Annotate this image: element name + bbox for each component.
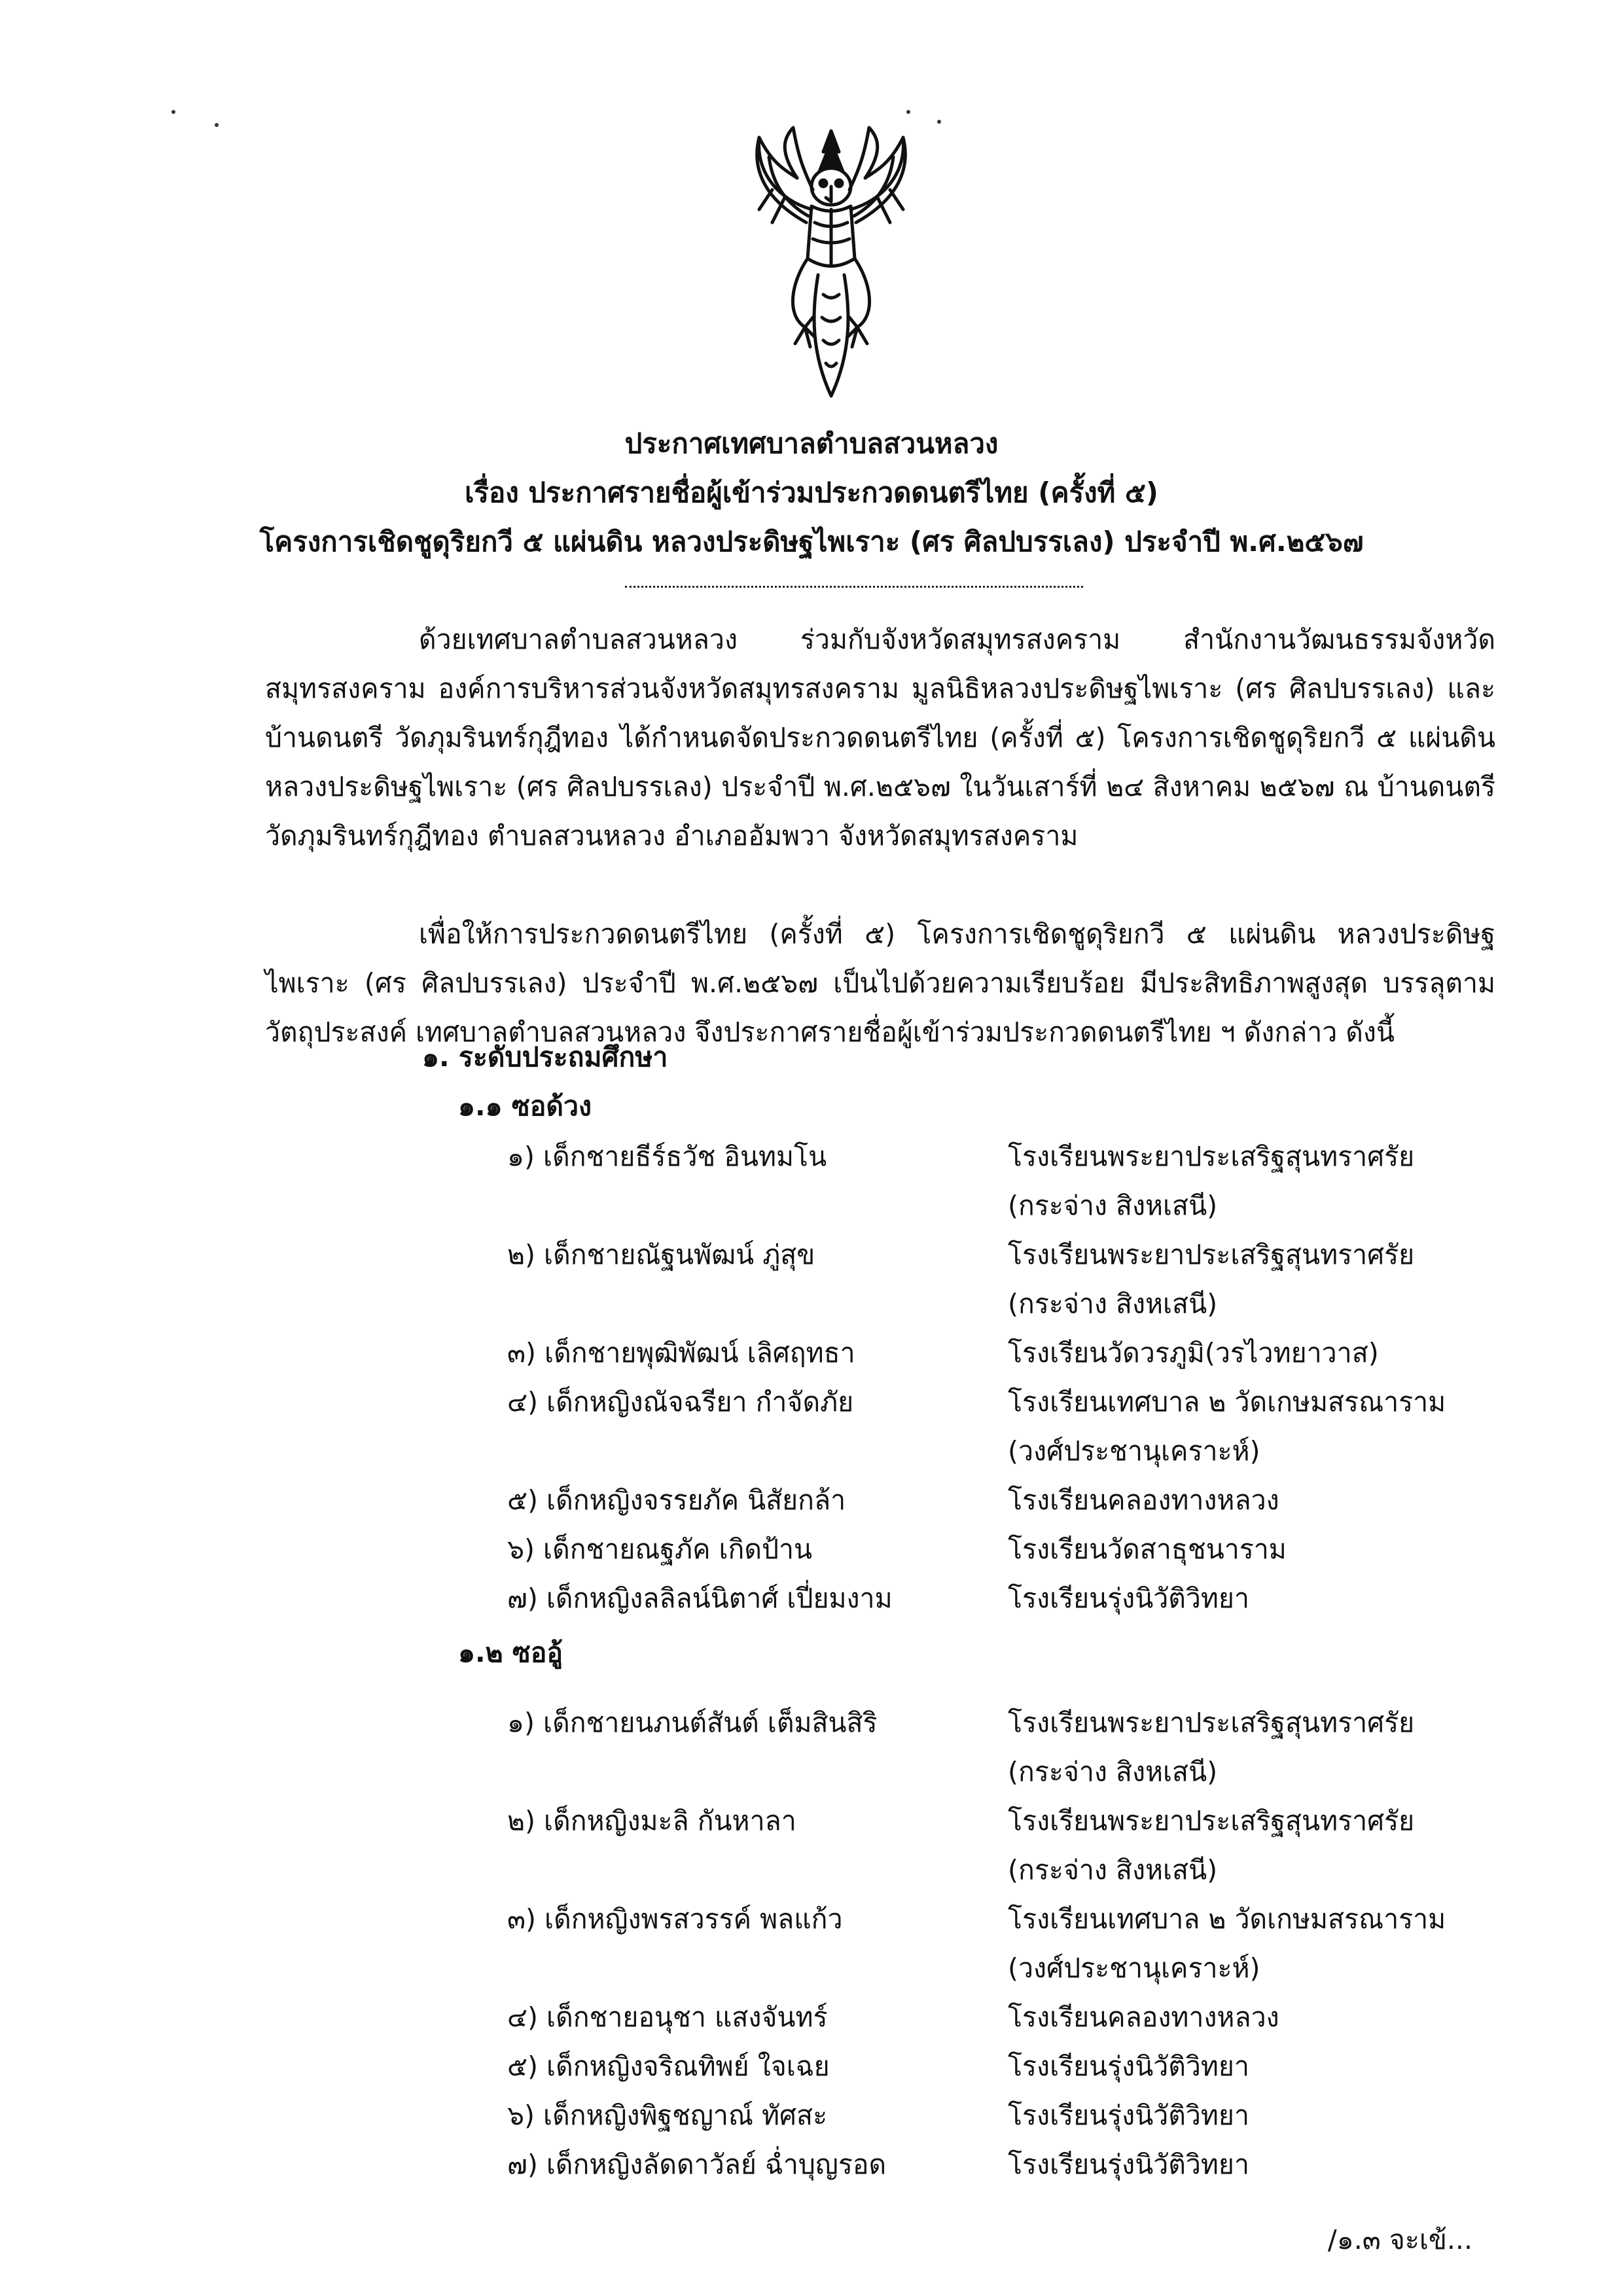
contestant-name: ๓) เด็กหญิงพรสวรรค์ พลแก้ว (507, 1903, 843, 1935)
contestant-name: ๔) เด็กหญิงณัจฉรียา กำจัดภัย (507, 1386, 854, 1418)
list-item (0, 1797, 1623, 1888)
contestant-name: ๔) เด็กชายอนุชา แสงจันทร์ (507, 2001, 828, 2033)
school-name: โรงเรียนพระยาประเสริฐสุนทราศรัย (1008, 1805, 1415, 1837)
school-name: โรงเรียนรุ่งนิวัติวิทยา (1008, 2100, 1249, 2131)
school-name-cont: (กระจ่าง สิงหเสนี) (1008, 1190, 1218, 1221)
school-name: โรงเรียนรุ่งนิวัติวิทยา (1008, 2051, 1249, 2082)
subsection-title-so-duang: ๑.๑ ซอด้วง (458, 1090, 592, 1122)
school-name: โรงเรียนเทศบาล ๒ วัดเกษมสรณาราม (1008, 1903, 1446, 1935)
section-title-primary-level: ๑. ระดับประถมศึกษา (422, 1041, 668, 1073)
school-name: โรงเรียนคลองทางหลวง (1008, 1484, 1279, 1516)
school-name: โรงเรียนวัดวรภูมิ(วรไวทยาวาส) (1008, 1337, 1379, 1369)
school-name: โรงเรียนพระยาประเสริฐสุนทราศรัย (1008, 1239, 1415, 1270)
school-name: โรงเรียนคลองทางหลวง (1008, 2001, 1279, 2033)
list-item (0, 1698, 1623, 1790)
scan-speck (215, 123, 219, 127)
school-name: โรงเรียนรุ่งนิวัติวิทยา (1008, 2149, 1249, 2180)
list-item (0, 1378, 1623, 1469)
contestant-name: ๑) เด็กชายธีร์ธวัช อินทมโน (507, 1141, 827, 1172)
purpose-paragraph: เพื่อให้การประกวดดนตรีไทย (ครั้งที่ ๕) โครงการเชิดชูดุริยกวี ๕ แผ่นดิน หลวงประดิษฐไพเราะ (ศร ศิลปบรรเลง) ประจำปี พ.ศ.๒๕๖๗ เป็นไปด้วยความเรียบร้อย มีประสิทธิภาพสูงสุด บรรลุตามวัตถุประสงค์ เทศบาลตำบลสวนหลวง จึงประกาศรายชื่อผู้เข้าร่วมประกวดดนตรีไทย ฯ ดังกล่าว ดังนี้ (265, 918, 1495, 1048)
contestant-name: ๕) เด็กหญิงจริณทิพย์ ใจเฉย (507, 2051, 830, 2082)
contestant-name: ๗) เด็กหญิงลัดดาวัลย์ ฉ่ำบุญรอด (507, 2149, 887, 2180)
contestant-name: ๕) เด็กหญิงจรรยภัค นิสัยกล้า (507, 1484, 846, 1516)
school-name-cont: (วงศ์ประชานุเคราะห์) (1008, 1435, 1260, 1467)
subsection-title-so-u: ๑.๒ ซออู้ (458, 1637, 563, 1668)
project-title: โครงการเชิดชูดุริยกวี ๕ แผ่นดิน หลวงประดิษฐไพเราะ (ศร ศิลปบรรเลง) ประจำปี พ.ศ.๒๕๖๗ (259, 526, 1364, 558)
school-name: โรงเรียนพระยาประเสริฐสุนทราศรัย (1008, 1141, 1415, 1172)
list-item (0, 1132, 1623, 1224)
list-item (0, 1574, 1623, 1666)
list-item (0, 1895, 1623, 1986)
scan-speck (937, 120, 941, 124)
list-item (0, 2140, 1623, 2232)
contestant-name: ๗) เด็กหญิงลลิลน์นิตาศ์ เปี่ยมงาม (507, 1583, 893, 1614)
announcement-title: ประกาศเทศบาลตำบลสวนหลวง (624, 427, 999, 459)
contestant-name: ๖) เด็กชายณฐภัค เกิดป้าน (507, 1534, 813, 1565)
school-name-cont: (กระจ่าง สิงหเสนี) (1008, 1756, 1218, 1787)
school-name: โรงเรียนวัดสาธุชนาราม (1008, 1534, 1287, 1565)
announcement-subject: เรื่อง ประกาศรายชื่อผู้เข้าร่วมประกวดดนตรีไทย (ครั้งที่ ๕) (465, 476, 1158, 509)
list-item (0, 1230, 1623, 1322)
school-name-cont: (กระจ่าง สิงหเสนี) (1008, 1288, 1218, 1319)
school-name-cont: (วงศ์ประชานุเคราะห์) (1008, 1952, 1260, 1984)
scan-speck (906, 110, 910, 114)
contestant-name: ๒) เด็กหญิงมะลิ กันหาลา (507, 1805, 796, 1837)
school-name-cont: (กระจ่าง สิงหเสนี) (1008, 1854, 1218, 1886)
contestant-name: ๓) เด็กชายพุฒิพัฒน์ เลิศฤทธา (507, 1337, 855, 1369)
garuda-emblem-icon (733, 118, 929, 406)
contestant-name: ๑) เด็กชายนภนต์สันต์ เต็มสินสิริ (507, 1707, 878, 1738)
school-name: โรงเรียนรุ่งนิวัติวิทยา (1008, 1583, 1249, 1614)
intro-paragraph: ด้วยเทศบาลตำบลสวนหลวง ร่วมกับจังหวัดสมุทรสงคราม สำนักงานวัฒนธรรมจังหวัดสมุทรสงคราม องค์การบริหารส่วนจังหวัดสมุทรสงคราม มูลนิธิหลวงประดิษฐไพเราะ (ศร ศิลปบรรเลง) และบ้านดนตรี วัดภุมรินทร์กุฎีทอง ได้กำหนดจัดประกวดดนตรีไทย (ครั้งที่ ๕) โครงการเชิดชูดุริยกวี ๕ แผ่นดิน หลวงประดิษฐไพเราะ (ศร ศิลปบรรเลง) ประจำปี พ.ศ.๒๕๖๗ ในวันเสาร์ที่ ๒๔ สิงหาคม ๒๕๖๗ ณ บ้านดนตรี วัดภุมรินทร์กุฎีทอง ตำบลสวนหลวง อำเภออัมพวา จังหวัดสมุทรสงคราม (265, 624, 1495, 852)
dotted-separator (625, 586, 1083, 588)
contestant-name: ๖) เด็กหญิงพิฐชญาณ์ ทัศสะ (507, 2100, 828, 2131)
contestant-name: ๒) เด็กชายณัฐนพัฒน์ ภู่สุข (507, 1239, 815, 1270)
scan-speck (171, 110, 175, 114)
continuation-note: /๑.๓ จะเข้... (1327, 2224, 1472, 2255)
school-name: โรงเรียนพระยาประเสริฐสุนทราศรัย (1008, 1707, 1415, 1738)
school-name: โรงเรียนเทศบาล ๒ วัดเกษมสรณาราม (1008, 1386, 1446, 1418)
